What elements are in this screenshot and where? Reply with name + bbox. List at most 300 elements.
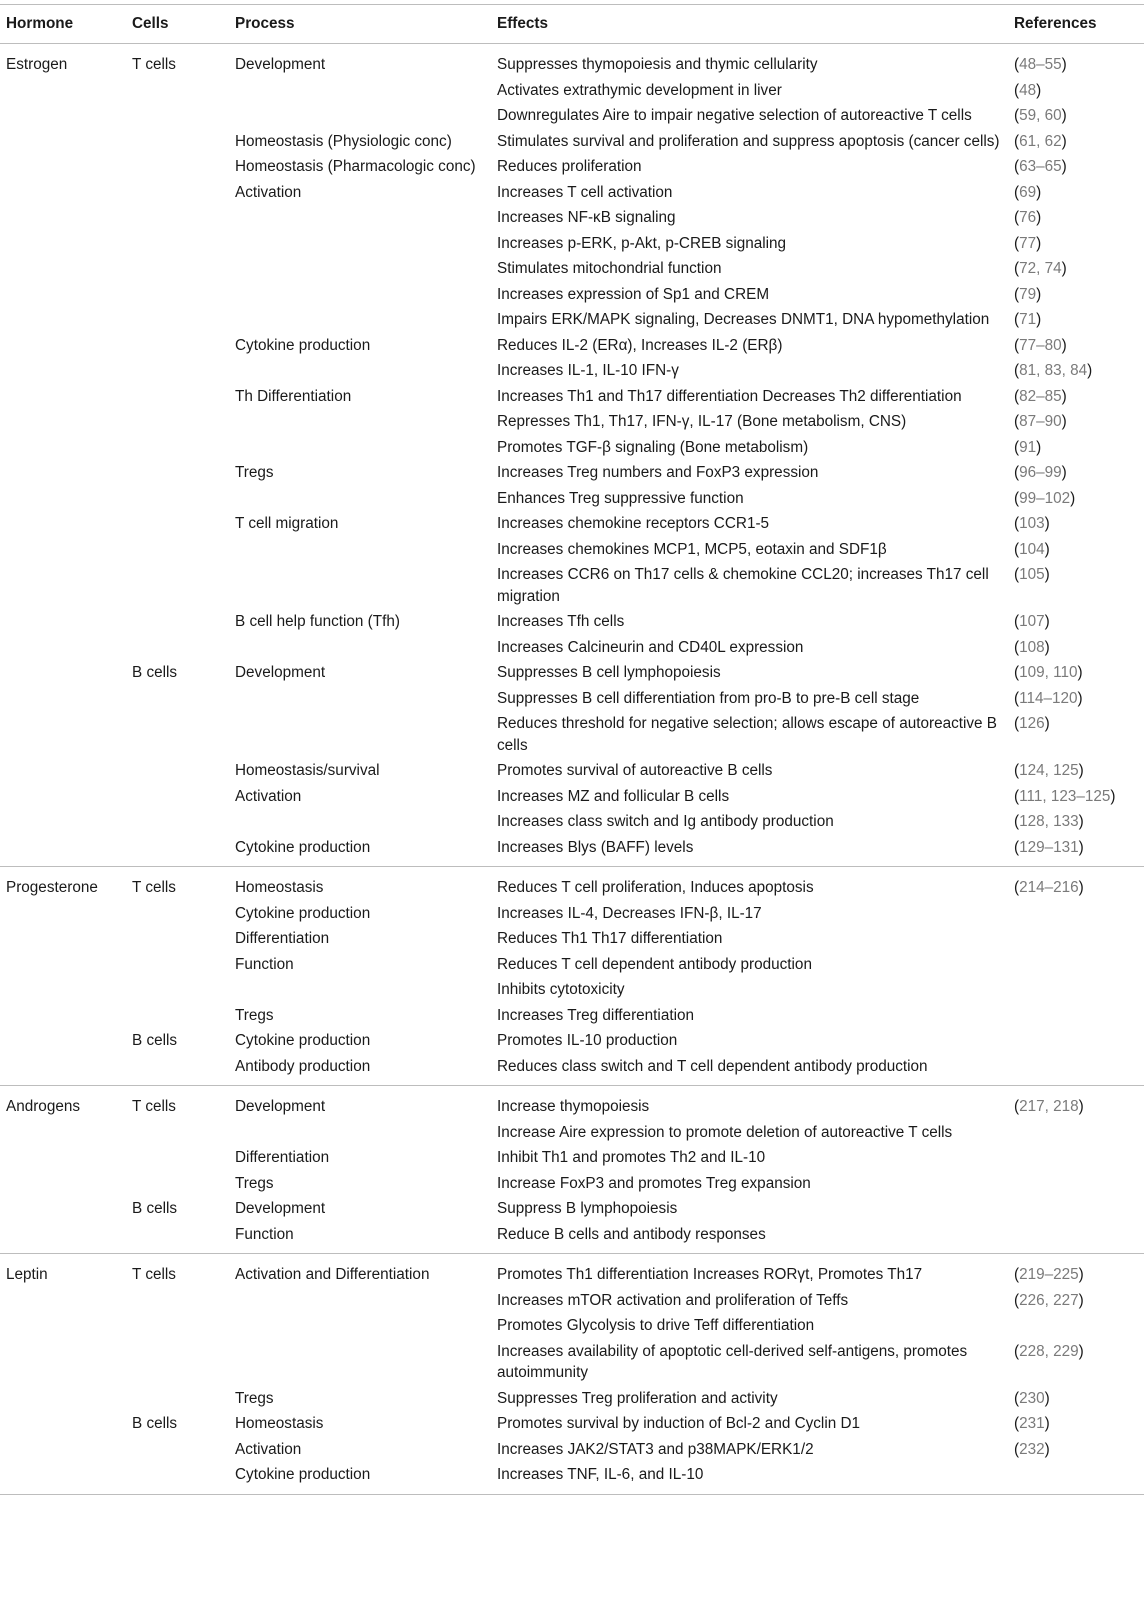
cell-cells xyxy=(128,129,231,155)
cell-hormone xyxy=(0,1386,128,1412)
cell-references xyxy=(1010,977,1144,1003)
cell-cells xyxy=(128,384,231,410)
cell-process xyxy=(231,103,493,129)
cell-cells xyxy=(128,1386,231,1412)
cell-process: Function xyxy=(235,955,294,973)
reference-citation[interactable]: (129–131) xyxy=(1014,838,1084,856)
reference-citation[interactable]: (99–102) xyxy=(1014,489,1076,507)
cell-hormone xyxy=(0,384,128,410)
cell-effect: Increases T cell activation xyxy=(497,183,673,201)
cell-references xyxy=(1010,307,1144,333)
cell-effect: Reduces class switch and T cell dependent antibody production xyxy=(493,1054,1010,1086)
reference-citation[interactable]: (217, 218) xyxy=(1014,1098,1084,1115)
cell-cells xyxy=(128,460,231,486)
cell-cells xyxy=(128,282,231,308)
cell-hormone xyxy=(0,1222,128,1254)
cell-hormone xyxy=(0,78,128,104)
cell-references xyxy=(1010,711,1144,758)
cell-references xyxy=(1010,154,1144,180)
cell-effect: Increases chemokines MCP1, MCP5, eotaxin and SDF1β xyxy=(497,540,887,558)
reference-citation[interactable]: (104) xyxy=(1014,540,1050,558)
cell-effect: Increases availability of apoptotic cell-derived self-antigens, promotes autoimmunity xyxy=(497,1342,968,1381)
cell-cells xyxy=(128,711,231,758)
table-row xyxy=(0,1437,1144,1463)
reference-citation[interactable]: (77) xyxy=(1014,234,1042,252)
cell-references xyxy=(1010,635,1144,661)
cell-process: B cell help function (Tfh) xyxy=(235,613,400,630)
cell-process xyxy=(231,358,493,384)
cell-effect: Promotes Th1 differentiation Increases RORγt, Promotes Th17 xyxy=(497,1266,923,1283)
reference-citation[interactable]: (219–225) xyxy=(1014,1266,1084,1283)
header-hormone: Hormone xyxy=(0,5,128,44)
cell-cells xyxy=(128,1462,231,1494)
cell-effect: Inhibits cytotoxicity xyxy=(497,981,625,998)
cell-process: Th Differentiation xyxy=(235,387,352,405)
cell-process: Homeostasis xyxy=(235,879,324,896)
cell-references xyxy=(1010,180,1144,206)
table-row xyxy=(0,926,1144,952)
table-row xyxy=(0,758,1144,784)
reference-citation[interactable]: (87–90) xyxy=(1014,413,1067,430)
cell-cells xyxy=(128,609,231,635)
cell-references xyxy=(1010,660,1144,686)
cell-process: Cytokine production xyxy=(235,904,371,922)
table-row xyxy=(0,977,1144,1003)
cell-effect: Increases CCR6 on Th17 cells & chemokine CCL20; increases Th17 cell migration xyxy=(497,566,989,605)
table-row xyxy=(0,44,1144,78)
cell-references xyxy=(1010,205,1144,231)
reference-citation[interactable]: (72, 74) xyxy=(1014,260,1067,277)
cell-hormone xyxy=(0,103,128,129)
cell-references xyxy=(1010,867,1144,901)
cell-cells xyxy=(128,180,231,206)
cell-effect: Increases IL-1, IL-10 IFN-γ xyxy=(497,362,679,379)
cell-process xyxy=(231,711,493,758)
cell-cells xyxy=(128,784,231,810)
cell-hormone xyxy=(0,758,128,784)
cell-effect: Increases mTOR activation and proliferation of Teffs xyxy=(497,1291,849,1309)
cell-process: Differentiation xyxy=(235,930,330,947)
reference-citation[interactable]: (126) xyxy=(1014,715,1050,732)
reference-citation[interactable]: (232) xyxy=(1014,1440,1050,1458)
header-references: References xyxy=(1010,5,1144,44)
table-row xyxy=(0,1120,1144,1146)
reference-citation[interactable]: (228, 229) xyxy=(1014,1342,1084,1360)
cell-cells xyxy=(128,901,231,927)
cell-hormone xyxy=(0,660,128,686)
cell-effect: Increases Blys (BAFF) levels xyxy=(493,835,1010,867)
cell-references xyxy=(1010,1254,1144,1288)
cell-effect: Promotes survival by induction of Bcl-2 and Cyclin D1 xyxy=(497,1415,861,1432)
reference-citation[interactable]: (96–99) xyxy=(1014,464,1067,481)
cell-effect: Downregulates Aire to impair negative selection of autoreactive T cells xyxy=(497,107,972,124)
cell-references xyxy=(1010,358,1144,384)
reference-citation[interactable]: (91) xyxy=(1014,438,1042,456)
cell-process xyxy=(231,435,493,461)
reference-citation[interactable]: (69) xyxy=(1014,183,1042,201)
cell-effect: Reduce B cells and antibody responses xyxy=(493,1222,1010,1254)
cell-references xyxy=(1010,1462,1144,1494)
cell-cells xyxy=(128,952,231,978)
cell-process xyxy=(231,231,493,257)
cell-references xyxy=(1010,231,1144,257)
cell-process xyxy=(231,486,493,512)
table-row xyxy=(0,1171,1144,1197)
cell-cells xyxy=(128,758,231,784)
reference-citation[interactable]: (76) xyxy=(1014,209,1042,226)
table-row xyxy=(0,1386,1144,1412)
table-row xyxy=(0,78,1144,104)
cell-process xyxy=(231,1120,493,1146)
cell-references xyxy=(1010,1313,1144,1339)
cell-hormone xyxy=(0,256,128,282)
reference-citation[interactable]: (103) xyxy=(1014,515,1050,532)
cell-references xyxy=(1010,409,1144,435)
table-row xyxy=(0,635,1144,661)
reference-citation[interactable]: (111, 123–125) xyxy=(1014,787,1116,805)
cell-effect: Increases TNF, IL-6, and IL-10 xyxy=(493,1462,1010,1494)
cell-references xyxy=(1010,809,1144,835)
cell-cells xyxy=(128,103,231,129)
cell-process: Cytokine production xyxy=(235,336,371,354)
cell-cells xyxy=(128,154,231,180)
cell-effect: Enhances Treg suppressive function xyxy=(497,489,744,507)
cell-cells xyxy=(128,511,231,537)
cell-references xyxy=(1010,1054,1144,1086)
table-row xyxy=(0,835,1144,867)
table-row xyxy=(0,537,1144,563)
reference-citation[interactable]: (79) xyxy=(1014,285,1042,303)
table-row xyxy=(0,686,1144,712)
cell-process xyxy=(231,686,493,712)
table-row xyxy=(0,1288,1144,1314)
reference-citation[interactable]: (107) xyxy=(1014,613,1050,630)
table-row xyxy=(0,1054,1144,1086)
cell-hormone xyxy=(0,511,128,537)
reference-citation[interactable]: (231) xyxy=(1014,1415,1050,1432)
reference-citation[interactable]: (48–55) xyxy=(1014,56,1067,73)
reference-citation[interactable]: (71) xyxy=(1014,311,1042,328)
cell-process: Antibody production xyxy=(231,1054,493,1086)
reference-citation[interactable]: (81, 83, 84) xyxy=(1014,362,1093,379)
cell-cells: B cells xyxy=(132,1415,178,1432)
table-row xyxy=(0,409,1144,435)
cell-cells xyxy=(128,1339,231,1386)
cell-references xyxy=(1010,1288,1144,1314)
table-row xyxy=(0,1222,1144,1254)
reference-citation[interactable]: (114–120) xyxy=(1014,689,1083,707)
cell-process xyxy=(231,78,493,104)
table-row xyxy=(0,358,1144,384)
cell-hormone xyxy=(0,809,128,835)
cell-references xyxy=(1010,1222,1144,1254)
cell-effect: Suppresses B cell differentiation from pro-B to pre-B cell stage xyxy=(497,689,920,707)
cell-effect: Increases Th1 and Th17 differentiation Decreases Th2 differentiation xyxy=(497,387,962,405)
table-row xyxy=(0,784,1144,810)
cell-references xyxy=(1010,460,1144,486)
cell-effect: Reduces threshold for negative selection; allows escape of autoreactive B cells xyxy=(497,715,997,754)
cell-cells xyxy=(128,835,231,867)
cell-references xyxy=(1010,758,1144,784)
reference-citation[interactable]: (109, 110) xyxy=(1014,664,1083,681)
table-row xyxy=(0,180,1144,206)
cell-references xyxy=(1010,486,1144,512)
cell-cells xyxy=(128,1313,231,1339)
cell-process xyxy=(231,409,493,435)
cell-references xyxy=(1010,609,1144,635)
cell-references xyxy=(1010,1386,1144,1412)
cell-process: Differentiation xyxy=(235,1149,330,1166)
cell-references xyxy=(1010,1171,1144,1197)
cell-effect: Impairs ERK/MAPK signaling, Decreases DNMT1, DNA hypomethylation xyxy=(497,311,990,328)
cell-effect: Increase thymopoiesis xyxy=(497,1098,650,1115)
cell-hormone xyxy=(0,952,128,978)
cell-references xyxy=(1010,901,1144,927)
reference-citation[interactable]: (77–80) xyxy=(1014,336,1067,354)
cell-process xyxy=(231,282,493,308)
cell-references xyxy=(1010,562,1144,609)
table-row xyxy=(0,1462,1144,1494)
table-header xyxy=(0,5,1144,44)
cell-effect: Suppress B lymphopoiesis xyxy=(497,1200,678,1217)
cell-hormone xyxy=(0,1171,128,1197)
cell-references xyxy=(1010,1028,1144,1054)
cell-references xyxy=(1010,952,1144,978)
cell-process: Development xyxy=(235,56,326,73)
cell-references xyxy=(1010,784,1144,810)
cell-hormone xyxy=(0,180,128,206)
cell-cells xyxy=(128,486,231,512)
cell-cells xyxy=(128,1222,231,1254)
reference-citation[interactable]: (214–216) xyxy=(1014,879,1084,896)
cell-references xyxy=(1010,333,1144,359)
cell-references xyxy=(1010,256,1144,282)
cell-effect: Activates extrathymic development in liver xyxy=(497,81,782,99)
cell-references xyxy=(1010,435,1144,461)
cell-hormone xyxy=(0,1145,128,1171)
cell-process xyxy=(231,977,493,1003)
cell-process xyxy=(231,307,493,333)
cell-hormone xyxy=(0,1003,128,1029)
table-row xyxy=(0,1411,1144,1437)
cell-effect: Increases MZ and follicular B cells xyxy=(497,787,730,805)
cell-effect: Increases chemokine receptors CCR1-5 xyxy=(497,515,770,532)
cell-effect: Promotes TGF-β signaling (Bone metabolism) xyxy=(497,438,809,456)
cell-process xyxy=(231,1288,493,1314)
cell-references xyxy=(1010,686,1144,712)
cell-process xyxy=(231,1313,493,1339)
cell-cells xyxy=(128,435,231,461)
cell-process: Activation xyxy=(235,183,302,201)
cell-process xyxy=(231,1339,493,1386)
cell-cells xyxy=(128,1171,231,1197)
table-row xyxy=(0,486,1144,512)
cell-process xyxy=(231,809,493,835)
cell-cells: T cells xyxy=(132,1266,176,1283)
cell-hormone xyxy=(0,635,128,661)
reference-citation[interactable]: (82–85) xyxy=(1014,387,1067,405)
cell-cells: B cells xyxy=(132,1200,178,1217)
cell-hormone xyxy=(0,711,128,758)
cell-effect: Reduces IL-2 (ERα), Increases IL-2 (ERβ) xyxy=(497,336,783,354)
cell-effect: Increases p-ERK, p-Akt, p-CREB signaling xyxy=(497,234,787,252)
cell-process: Cytokine production xyxy=(235,1032,371,1049)
reference-citation[interactable]: (63–65) xyxy=(1014,158,1067,175)
cell-process: Tregs xyxy=(235,1389,274,1407)
cell-cells xyxy=(128,1437,231,1463)
cell-effect: Increases Treg numbers and FoxP3 expression xyxy=(497,464,819,481)
cell-references xyxy=(1010,1437,1144,1463)
cell-references xyxy=(1010,835,1144,867)
table-row xyxy=(0,901,1144,927)
cell-references xyxy=(1010,78,1144,104)
cell-cells xyxy=(128,926,231,952)
cell-hormone xyxy=(0,154,128,180)
cell-hormone xyxy=(0,205,128,231)
cell-hormone xyxy=(0,609,128,635)
cell-hormone xyxy=(0,1313,128,1339)
cell-cells: T cells xyxy=(132,1098,176,1115)
cell-cells xyxy=(128,977,231,1003)
cell-process: Activation and Differentiation xyxy=(235,1266,430,1283)
cell-effect: Increase FoxP3 and promotes Treg expansion xyxy=(497,1174,811,1192)
cell-cells: T cells xyxy=(132,879,176,896)
table-row xyxy=(0,609,1144,635)
cell-effect: Increases NF-κB signaling xyxy=(497,209,676,226)
cell-cells: T cells xyxy=(132,56,176,73)
cell-hormone xyxy=(0,1411,128,1437)
cell-process: Cytokine production xyxy=(231,1462,493,1494)
table-row xyxy=(0,562,1144,609)
cell-process: Activation xyxy=(235,1440,302,1458)
cell-cells xyxy=(128,537,231,563)
table-row xyxy=(0,333,1144,359)
cell-effect: Increases JAK2/STAT3 and p38MAPK/ERK1/2 xyxy=(497,1440,814,1458)
hormone-effects-table xyxy=(0,4,1144,1495)
cell-cells xyxy=(128,256,231,282)
cell-process: Development xyxy=(235,1098,326,1115)
cell-hormone xyxy=(0,1028,128,1054)
cell-references xyxy=(1010,1003,1144,1029)
cell-references xyxy=(1010,384,1144,410)
cell-cells xyxy=(128,562,231,609)
cell-process: Homeostasis/survival xyxy=(235,762,380,779)
cell-cells xyxy=(128,409,231,435)
table-row xyxy=(0,154,1144,180)
table-row xyxy=(0,103,1144,129)
cell-effect: Increases Treg differentiation xyxy=(497,1006,694,1024)
cell-effect: Increases expression of Sp1 and CREM xyxy=(497,285,770,303)
cell-process: Tregs xyxy=(235,1006,274,1024)
cell-cells xyxy=(128,686,231,712)
cell-effect: Inhibit Th1 and promotes Th2 and IL-10 xyxy=(497,1149,766,1166)
table-body xyxy=(0,44,1144,1495)
reference-citation[interactable]: (226, 227) xyxy=(1014,1291,1084,1309)
cell-effect: Reduces T cell dependent antibody production xyxy=(497,955,812,973)
cell-effect: Increases Tfh cells xyxy=(497,613,625,630)
reference-citation[interactable]: (61, 62) xyxy=(1014,132,1067,150)
cell-hormone xyxy=(0,686,128,712)
cell-cells xyxy=(128,1003,231,1029)
table-row xyxy=(0,1196,1144,1222)
table-row xyxy=(0,1003,1144,1029)
cell-hormone: Estrogen xyxy=(6,56,68,73)
cell-effect: Suppresses thymopoiesis and thymic cellularity xyxy=(497,56,818,73)
cell-effect: Stimulates mitochondrial function xyxy=(497,260,722,277)
cell-cells: B cells xyxy=(132,664,178,681)
cell-cells xyxy=(128,1145,231,1171)
cell-cells xyxy=(128,635,231,661)
cell-effect: Increases Calcineurin and CD40L expression xyxy=(497,638,804,656)
cell-hormone xyxy=(0,409,128,435)
reference-citation[interactable]: (128, 133) xyxy=(1014,813,1084,830)
cell-process: Activation xyxy=(235,787,302,805)
table-row xyxy=(0,256,1144,282)
cell-hormone xyxy=(0,1120,128,1146)
cell-references xyxy=(1010,1145,1144,1171)
cell-process: Tregs xyxy=(235,1174,274,1192)
reference-citation[interactable]: (230) xyxy=(1014,1389,1050,1407)
table-row xyxy=(0,205,1144,231)
cell-hormone xyxy=(0,231,128,257)
cell-effect: Increases IL-4, Decreases IFN-β, IL-17 xyxy=(497,904,762,922)
cell-references xyxy=(1010,537,1144,563)
cell-process xyxy=(231,635,493,661)
cell-references xyxy=(1010,282,1144,308)
header-cells: Cells xyxy=(128,5,231,44)
cell-effect: Reduces T cell proliferation, Induces apoptosis xyxy=(497,879,814,896)
table-row xyxy=(0,867,1144,901)
cell-process: Homeostasis (Pharmacologic conc) xyxy=(235,158,476,175)
cell-hormone xyxy=(0,1437,128,1463)
cell-cells: B cells xyxy=(132,1032,178,1049)
cell-cells xyxy=(128,809,231,835)
reference-citation[interactable]: (48) xyxy=(1014,81,1042,99)
table-row xyxy=(0,231,1144,257)
cell-cells xyxy=(128,1054,231,1086)
cell-effect: Promotes IL-10 production xyxy=(497,1032,678,1049)
cell-effect: Increases class switch and Ig antibody production xyxy=(497,813,834,830)
cell-hormone xyxy=(0,562,128,609)
cell-process xyxy=(231,562,493,609)
table-row xyxy=(0,460,1144,486)
cell-cells xyxy=(128,358,231,384)
cell-hormone xyxy=(0,1339,128,1386)
cell-effect: Promotes survival of autoreactive B cells xyxy=(497,762,773,779)
cell-hormone xyxy=(0,835,128,867)
cell-hormone xyxy=(0,784,128,810)
reference-citation[interactable]: (105) xyxy=(1014,566,1050,583)
cell-effect: Stimulates survival and proliferation and suppress apoptosis (cancer cells) xyxy=(497,132,1000,150)
cell-effect: Represses Th1, Th17, IFN-γ, IL-17 (Bone metabolism, CNS) xyxy=(497,413,907,430)
table-row xyxy=(0,1145,1144,1171)
cell-effect: Suppresses Treg proliferation and activity xyxy=(497,1389,778,1407)
cell-process: Homeostasis (Physiologic conc) xyxy=(235,132,452,150)
cell-references xyxy=(1010,103,1144,129)
reference-citation[interactable]: (124, 125) xyxy=(1014,762,1084,779)
cell-references xyxy=(1010,1120,1144,1146)
cell-references xyxy=(1010,926,1144,952)
table-row xyxy=(0,952,1144,978)
cell-hormone xyxy=(0,435,128,461)
reference-citation[interactable]: (59, 60) xyxy=(1014,107,1067,124)
reference-citation[interactable]: (108) xyxy=(1014,638,1050,656)
cell-hormone xyxy=(0,307,128,333)
cell-references xyxy=(1010,1196,1144,1222)
table-row xyxy=(0,384,1144,410)
cell-process: Function xyxy=(231,1222,493,1254)
cell-effect: Reduces proliferation xyxy=(497,158,642,175)
